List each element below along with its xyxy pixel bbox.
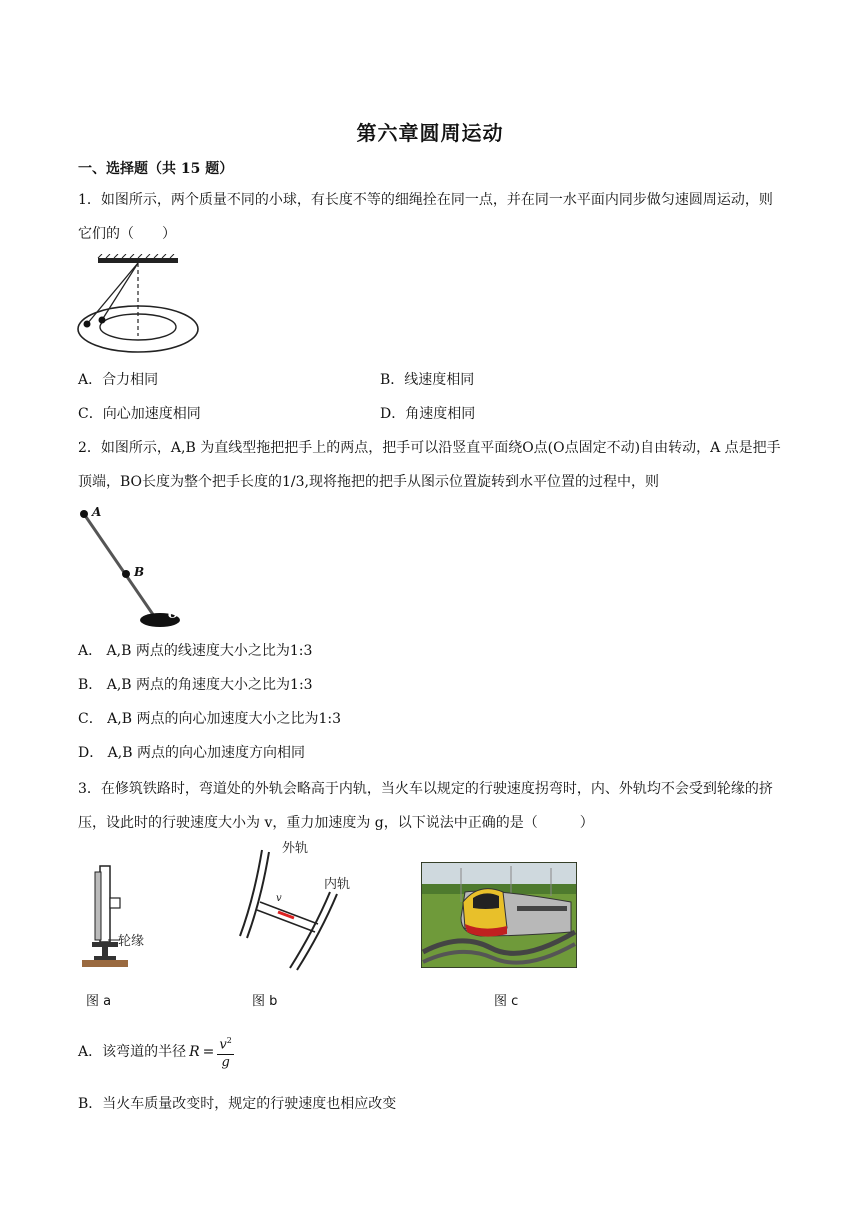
inner-rail-label: 内轨 (324, 877, 351, 892)
section-heading: 一、选择题（共 15 题） (78, 161, 234, 177)
figure-b-caption: 图 b (252, 994, 278, 1009)
velocity-label: v (276, 893, 282, 904)
q1-option-b[interactable]: B．线速度相同 (380, 372, 475, 388)
outer-rail-label: 外轨 (282, 841, 309, 856)
question-2-text: 2．如图所示，A,B 为直线型拖把把手上的两点，把手可以沿竖直平面绕O点(O点固定不动)自由转动，A 点是把手顶端，BO长度为整个把手长度的1/3,现将拖把的把手从图示位置旋转到水平位置的过程中，则 (78, 440, 781, 490)
fraction-exponent: 2 (226, 1036, 232, 1046)
label-b: B (134, 565, 145, 579)
figure-c-caption: 图 c (494, 994, 519, 1009)
q1-figure-conical-pendulum (76, 254, 212, 358)
flange-label: 轮缘 (118, 934, 145, 949)
q3-figure-c-train-photo (421, 862, 577, 968)
radius-symbol: R (189, 1044, 200, 1060)
q2-option-d[interactable]: D． A,B 两点的向心加速度方向相同 (78, 745, 305, 761)
q3-option-a[interactable]: A．该弯道的半径 R = $\frac{v^2}{g}$ (78, 1030, 234, 1074)
q1-option-c[interactable]: C．向心加速度相同 (78, 406, 201, 422)
fraction-numerator: v (219, 1037, 227, 1053)
q2-figure-mop-handle (76, 500, 186, 630)
q2-option-c[interactable]: C． A,B 两点的向心加速度大小之比为1:3 (78, 711, 341, 727)
fraction (217, 1033, 233, 1070)
q3-figure-b-rails (232, 838, 362, 973)
q3-option-a-text: A．该弯道的半径 (78, 1044, 187, 1060)
q1-option-d[interactable]: D．角速度相同 (380, 406, 476, 422)
page-title: 第六章圆周运动 (356, 121, 504, 145)
q1-option-a[interactable]: A．合力相同 (78, 372, 159, 388)
fraction-denominator: g (221, 1054, 230, 1070)
question-3-text: 3．在修筑铁路时，弯道处的外轨会略高于内轨，当火车以规定的行驶速度拐弯时，内、外轨均不会受到轮缘的挤压，设此时的行驶速度大小为 v，重力加速度为 g，以下说法中正确的是（ ） (78, 781, 773, 831)
q3-option-b[interactable]: B．当火车质量改变时，规定的行驶速度也相应改变 (78, 1096, 397, 1112)
q2-option-a[interactable]: A． A,B 两点的线速度大小之比为1:3 (78, 643, 313, 659)
label-a: A (92, 505, 102, 519)
q3-figure-a-wheel-flange (80, 858, 170, 970)
label-o: O (168, 607, 179, 621)
question-1-text: 1．如图所示，两个质量不同的小球，有长度不等的细绳拴在同一点，并在同一水平面内同步做匀速圆周运动，则它们的（ ） (78, 192, 773, 242)
q2-option-b[interactable]: B． A,B 两点的角速度大小之比为1:3 (78, 677, 313, 693)
figure-a-caption: 图 a (86, 994, 112, 1009)
